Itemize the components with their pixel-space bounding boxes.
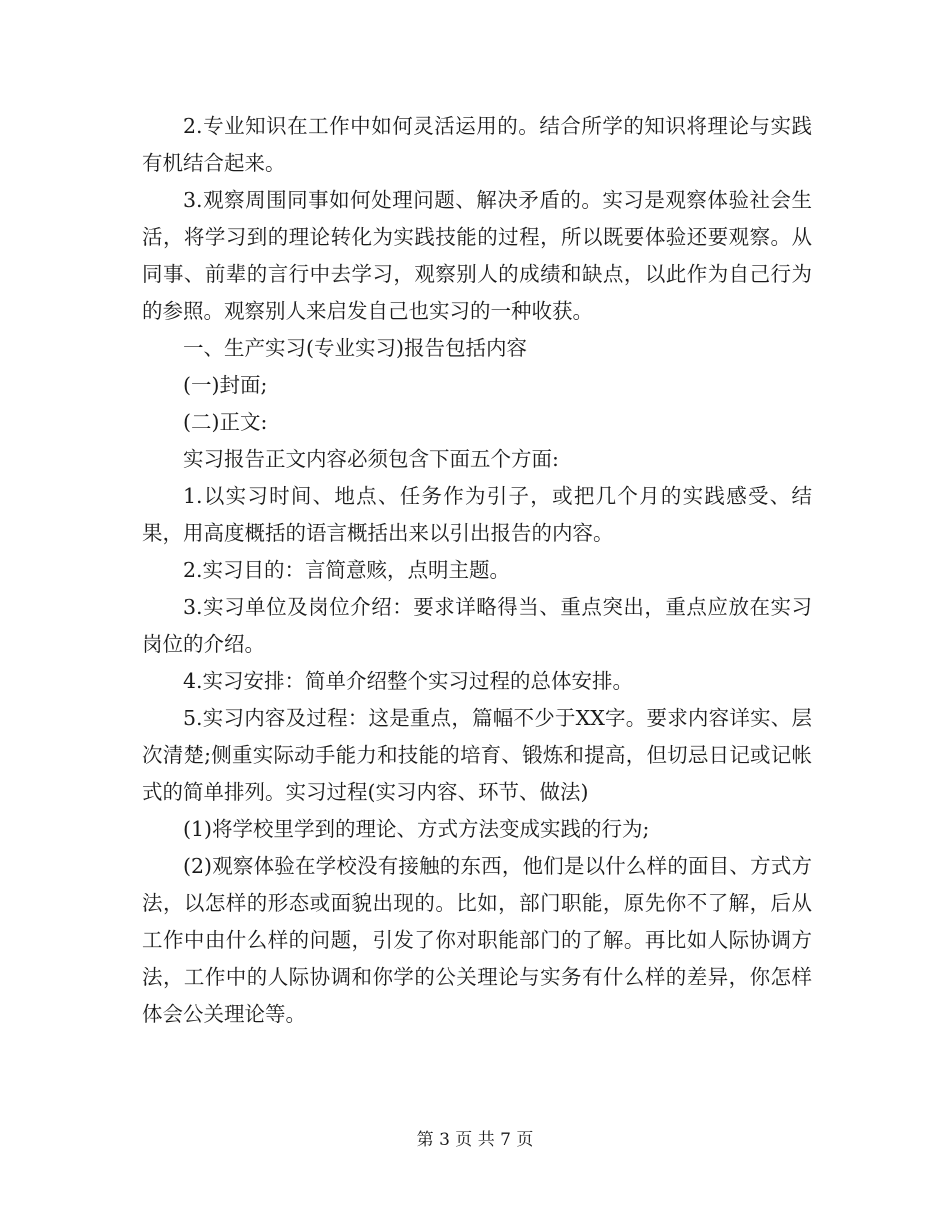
list-item-4: 4.实习安排：简单介绍整个实习过程的总体安排。 <box>183 669 634 693</box>
paragraph-cover: (一)封面; <box>183 373 268 397</box>
list-item-1: 1.以实习时间、地点、任务作为引子，或把几个月的实践感受、结果，用高度概括的语言概括出来以引出报告的内容。 <box>142 484 812 545</box>
paragraph-intro: 实习报告正文内容必须包含下面五个方面: <box>183 447 559 471</box>
sub-item-1: (1)将学校里学到的理论、方式方法变成实践的行为; <box>183 817 650 841</box>
list-item-3: 3.实习单位及岗位介绍：要求详略得当、重点突出，重点应放在实习岗位的介绍。 <box>142 595 812 656</box>
paragraph-body-heading: (二)正文: <box>183 410 268 434</box>
page-footer: 第 3 页 共 7 页 <box>416 1130 534 1150</box>
sub-item-2: (2)观察体验在学校没有接触的东西，他们是以什么样的面目、方式方法，以怎样的形态或面貌出现的。比如，部门职能，原先你不了解，后从工作中由什么样的问题，引发了你对职能部门的了解。再比如人际协调方法，工作中的人际协调和你学的公关理论与实务有什么样的差异，你怎样体会公关理论等。 <box>142 854 812 1026</box>
paragraph-1: 2.专业知识在工作中如何灵活运用的。结合所学的知识将理论与实践有机结合起来。 <box>142 114 812 175</box>
document-body <box>142 108 812 1033</box>
list-item-2: 2.实习目的：言简意赅，点明主题。 <box>183 558 511 582</box>
section-heading: 一、生产实习(专业实习)报告包括内容 <box>183 336 527 360</box>
list-item-5: 5.实习内容及过程：这是重点，篇幅不少于XX字。要求内容详实、层次清楚;侧重实际动手能力和技能的培育、锻炼和提高，但切忌日记或记帐式的简单排列。实习过程(实习内容、环节、做法) <box>142 706 812 804</box>
paragraph-2: 3.观察周围同事如何处理问题、解决矛盾的。实习是观察体验社会生活，将学习到的理论转化为实践技能的过程，所以既要体验还要观察。从同事、前辈的言行中去学习，观察别人的成绩和缺点，以此作为自己行为的参照。观察别人来启发自己也实习的一种收获。 <box>142 188 812 323</box>
